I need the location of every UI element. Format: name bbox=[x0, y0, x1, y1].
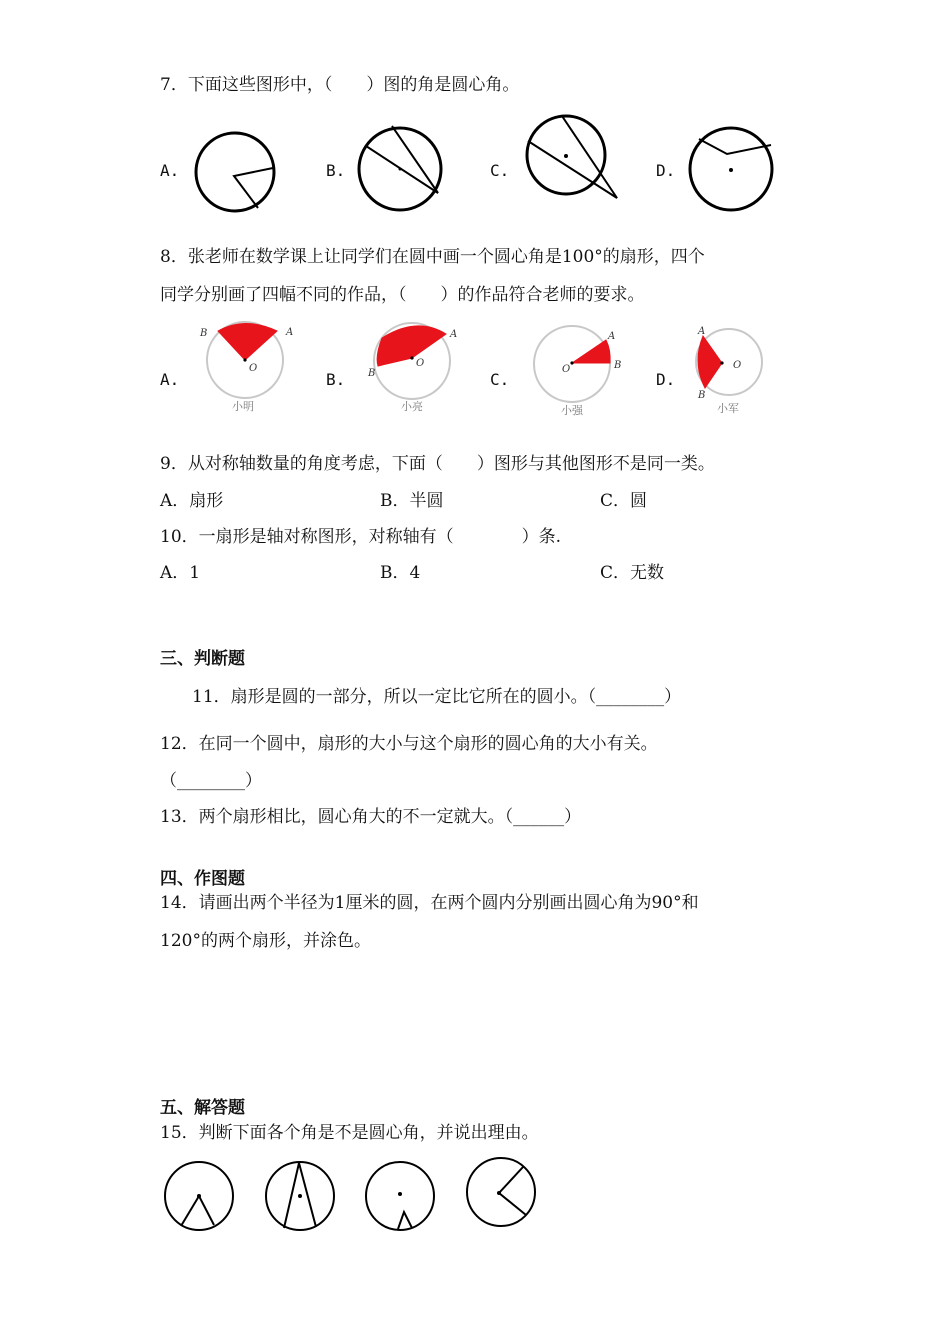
q8-stem-line2: 同学分别画了四幅不同的作品，（ ）的作品符合老师的要求。 bbox=[160, 285, 645, 305]
q14-line1: 14．请画出两个半径为1厘米的圆，在两个圆内分别画出圆心角为90°和 bbox=[160, 893, 699, 913]
q8-a-point-o: O bbox=[249, 363, 258, 374]
q8-c-point-o: O bbox=[562, 364, 571, 375]
q8-d-point-a: A bbox=[698, 326, 706, 337]
q8-caption-xiaoliang: 小亮 bbox=[401, 400, 423, 413]
section4-title: 四、作图题 bbox=[160, 869, 245, 889]
section5-title: 五、解答题 bbox=[160, 1098, 245, 1118]
q7-stem: 7．下面这些图形中，（ ）图的角是圆心角。 bbox=[160, 75, 520, 95]
q15-figure-3 bbox=[362, 1158, 442, 1238]
q8-caption-xiaoqiang: 小强 bbox=[561, 404, 583, 417]
q8-c-point-b: B bbox=[614, 360, 622, 371]
q15-figure-2 bbox=[262, 1158, 342, 1238]
q8-caption-xiaoming: 小明 bbox=[232, 400, 254, 413]
q10-option-a[interactable]: A．1 bbox=[160, 563, 201, 583]
q13: 13．两个扇形相比，圆心角大的不一定就大。（______） bbox=[160, 807, 582, 827]
q7-option-a-label[interactable]: A. bbox=[160, 161, 180, 180]
q8-figure-xiaoming bbox=[195, 318, 295, 418]
q7-figure-c bbox=[520, 112, 625, 204]
q11: 11．扇形是圆的一部分，所以一定比它所在的圆小。（________） bbox=[192, 687, 682, 707]
q7-option-d-label[interactable]: D. bbox=[656, 161, 676, 180]
q8-figure-xiaoliang bbox=[362, 318, 462, 418]
q8-c-point-a: A bbox=[608, 331, 616, 342]
q7-option-b-label[interactable]: B. bbox=[326, 161, 346, 180]
q8-figure-xiaoqiang bbox=[522, 320, 622, 420]
q8-option-c-label[interactable]: C. bbox=[490, 370, 510, 389]
q8-option-a-label[interactable]: A. bbox=[160, 370, 180, 389]
q14-line2: 120°的两个扇形，并涂色。 bbox=[160, 931, 371, 951]
q12-line1: 12．在同一个圆中，扇形的大小与这个扇形的圆心角的大小有关。 bbox=[160, 734, 658, 754]
q8-a-point-a: A bbox=[286, 327, 294, 338]
q8-b-point-o: O bbox=[416, 358, 425, 369]
q9-option-a[interactable]: A．扇形 bbox=[160, 491, 224, 511]
q8-d-point-o: O bbox=[733, 360, 742, 371]
q7-figure-b bbox=[354, 122, 449, 217]
q15: 15．判断下面各个角是不是圆心角，并说出理由。 bbox=[160, 1123, 539, 1143]
q8-option-b-label[interactable]: B. bbox=[326, 370, 346, 389]
q8-b-point-a: A bbox=[450, 329, 458, 340]
q8-d-point-b: B bbox=[698, 390, 706, 401]
q9-option-c[interactable]: C．圆 bbox=[600, 491, 648, 511]
q10-option-b[interactable]: B．4 bbox=[380, 563, 421, 583]
q9-stem: 9．从对称轴数量的角度考虑，下面（ ）图形与其他图形不是同一类。 bbox=[160, 454, 715, 474]
q7-figure-a bbox=[190, 128, 280, 218]
section3-title: 三、判断题 bbox=[160, 649, 245, 669]
q8-caption-xiaojun: 小军 bbox=[717, 402, 739, 415]
q8-figure-xiaojun bbox=[688, 320, 778, 420]
q7-option-c-label[interactable]: C. bbox=[490, 161, 510, 180]
q12-line2: （________） bbox=[160, 771, 262, 791]
q9-option-b[interactable]: B．半圆 bbox=[380, 491, 444, 511]
q10-stem: 10．一扇形是轴对称图形，对称轴有（ ）条. bbox=[160, 527, 562, 547]
q8-b-point-b: B bbox=[368, 368, 376, 379]
q15-figure-4 bbox=[463, 1157, 543, 1237]
q15-figure-1 bbox=[160, 1158, 240, 1238]
q8-stem-line1: 8．张老师在数学课上让同学们在圆中画一个圆心角是100°的扇形，四个 bbox=[160, 247, 705, 267]
q10-option-c[interactable]: C．无数 bbox=[600, 563, 665, 583]
q7-figure-d bbox=[684, 122, 779, 217]
q8-option-d-label[interactable]: D. bbox=[656, 370, 676, 389]
q8-a-point-b: B bbox=[200, 328, 208, 339]
